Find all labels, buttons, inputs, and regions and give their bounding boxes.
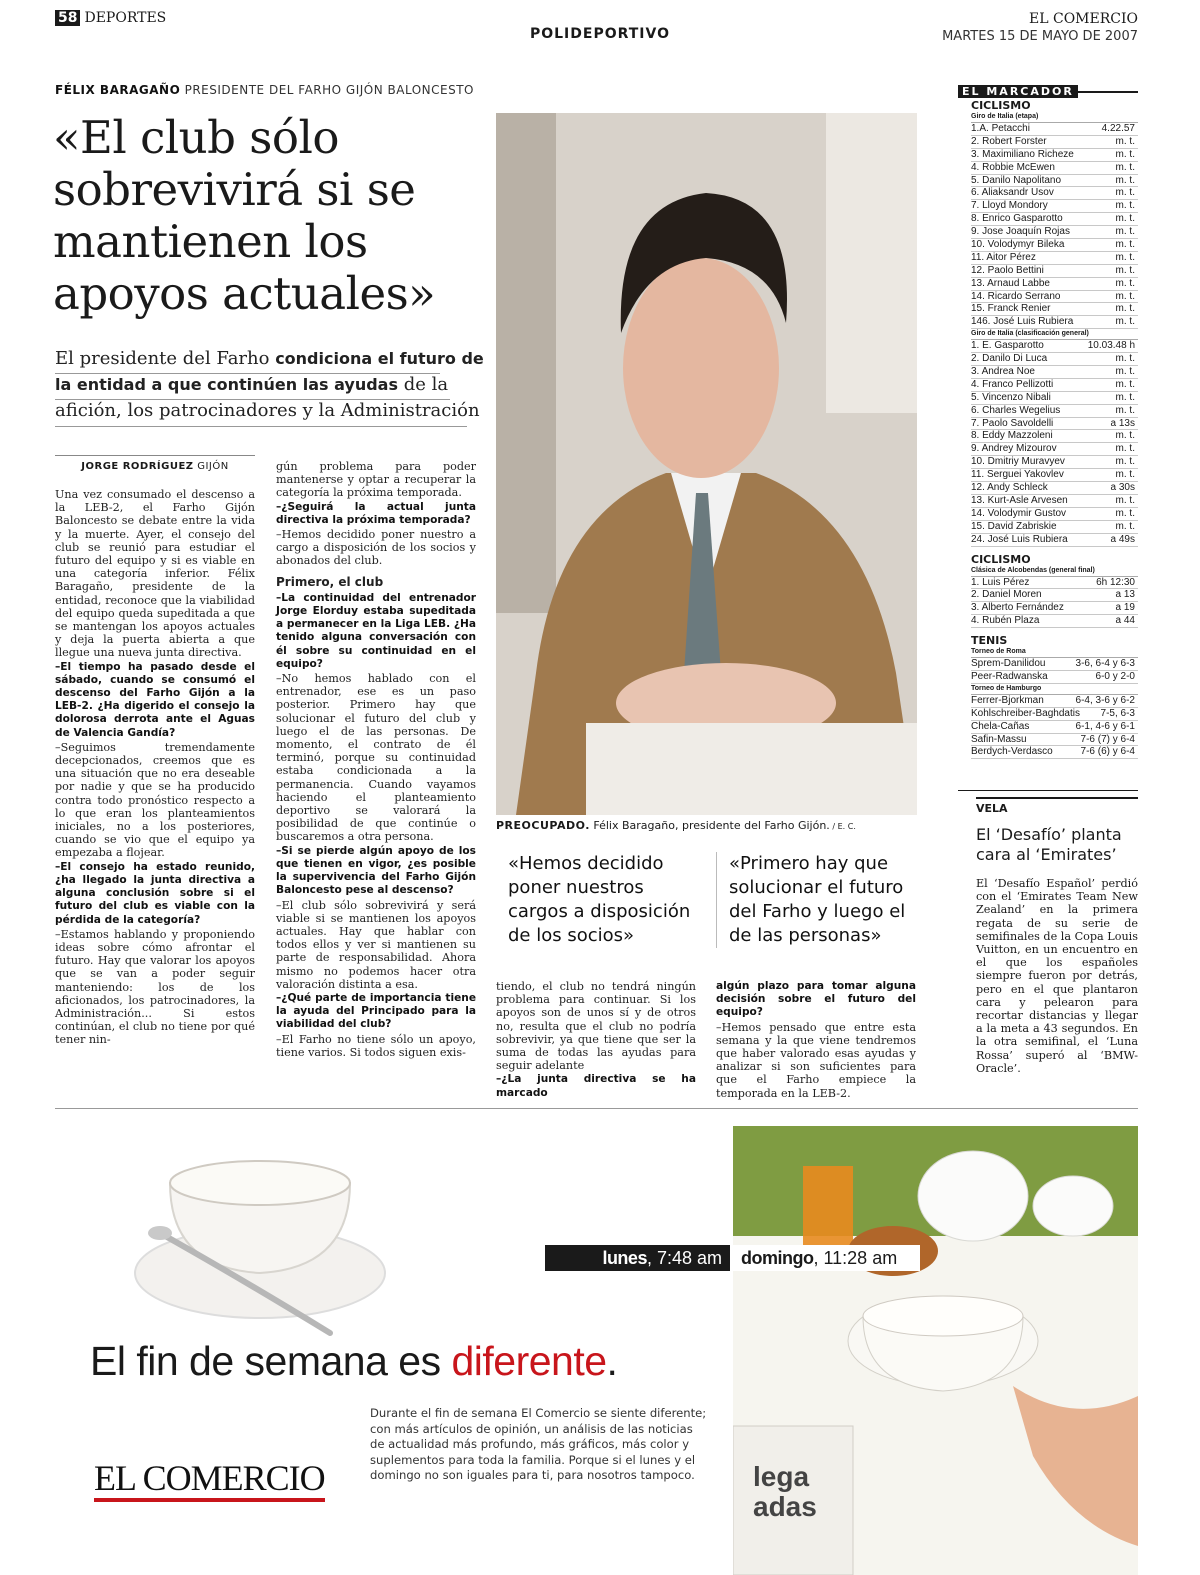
masthead-date: MARTES 15 DE MAYO DE 2007: [942, 29, 1138, 44]
scoreboard-name: 11. Aitor Pérez: [971, 251, 1036, 263]
vela-label: VELA: [976, 797, 1138, 815]
deck-divider: [55, 426, 467, 427]
scoreboard-title: EL MARCADOR: [958, 85, 1078, 98]
scoreboard-name: 8. Eddy Mazzoleni: [971, 430, 1053, 442]
scoreboard-result: m. t.: [1115, 494, 1135, 506]
scoreboard-name: 3. Andrea Noe: [971, 366, 1035, 378]
section-name: DEPORTES: [84, 10, 167, 26]
scoreboard-result: m. t.: [1115, 391, 1135, 403]
scoreboard-sport: CICLISMO: [971, 99, 1031, 112]
ad-body-text: Durante el fin de semana El Comercio se siente diferente; con más artículos de opinión, un análisis de las noticias de actualidad más profundo, más gráficos, más color y suplementos para toda la familia. Porque si el lunes y el domingo no son iguales para ti, para nosotros tampoco.: [370, 1406, 707, 1483]
scoreboard-result: m. t.: [1115, 353, 1135, 365]
scoreboard-result: m. t.: [1115, 430, 1135, 442]
pull-quote-2: «Primero hay que solucionar el futuro del Farho y luego el de las personas»: [716, 852, 926, 948]
scoreboard-row: [971, 162, 1138, 175]
scoreboard-name: 12. Paolo Bettini: [971, 264, 1044, 276]
vela-body: El ‘Desafío Español’ perdió con el ‘Emirates Team New Zealand’ en la primera regata de su serie de semifinales de la Copa Louis Vuitton, en un encuentro en el que los españoles siempre fueron por detrás, pero en el que plantaron cara y pelearon para recortar distancias y llegar a la meta a 43 segundos. En la otra semifinal, el ‘Luna Rossa’ superó al ‘BMW-Oracle’.: [976, 877, 1138, 1075]
center-section: POLIDEPORTIVO: [529, 26, 671, 42]
scoreboard-result: a 19: [1115, 602, 1135, 614]
scoreboard-row: [971, 303, 1138, 316]
scoreboard-row: [971, 252, 1138, 265]
scoreboard-competition: Torneo de Hamburgo: [971, 684, 1138, 695]
scoreboard-name: 13. Kurt-Asle Arvesen: [971, 494, 1068, 506]
scoreboard-sidebar: [958, 85, 1138, 759]
scoreboard-row: [971, 482, 1138, 495]
scoreboard-row: [971, 708, 1138, 721]
scoreboard-row: [971, 658, 1138, 671]
ad-time-monday: lunes, 7:48 am: [545, 1245, 730, 1271]
article-column-2: gún problema para poder mantenerse y optar a recuperar la categoría la próxima temporada. –¿Seguirá la actual junta directiva la próxima temporada? –Hemos decidido poner nuestro a cargo a disposición de los socios y abonados del club. Primero, el club –La continuidad del entrenador Jorge Elorduy estaba supeditada a permanecer en la Liga LEB. ¿Ha tenido alguna conversación con él sobre su continuidad en el equipo? –No hemos hablado con el entrenador, ese es un paso posterior. Primero hay que solucionar el futuro del club y luego el de las personas. De momento, el contrato de él terminó, porque su continuidad estaba condicionada a la permanencia. Cuando vayamos haciendo el planteamiento deportivo se valorará la posibilidad de que continúe o buscaremos a otra persona. –Si se pierde algún apoyo de los que tienen en vigor, ¿es posible la supervivencia del Farho Gijón Baloncesto pese al descenso? –El club sólo sobrevivirá y será viable si se mantienen los apoyos actuales. Hay que hablar con todos ellos y ver si mantienen su parte de responsabilidad. Ahora mismo no podemos hacer otra valoración distinta a esa. –¿Qué parte de importancia tiene la ayuda del Principado para la viabilidad del club? –El Farho no tiene sólo un apoyo, tiene varios. Si todos siguen exis-: [276, 460, 476, 1059]
scoreboard-name: 12. Andy Schleck: [971, 482, 1048, 494]
scoreboard-row: [971, 615, 1138, 628]
scoreboard-row: [971, 430, 1138, 443]
scoreboard-row: [971, 291, 1138, 304]
article-column-1: Una vez consumado el descenso a la LEB-2, el Farho Gijón Baloncesto se debate entre la vida y la muerte. Ayer, el consejo del club se reunió para estudiar el futuro del equipo y si es viable en una categoría inferior. Félix Baragaño, presidente de la entidad, reconoce que la viabilidad del equipo queda supeditada a que se mantengan los apoyos actuales y deja la puerta abierta a que llegue una nueva junta directiva. –El tiempo ha pasado desde el sábado, cuando se consumó el descenso del Farho Gijón a la LEB-2. ¿Ha digerido el consejo la dolorosa derrota ante el Aguas de Valencia Gandía? –Seguimos tremendamente decepcionados, creemos que es una situación que no era deseable por nadie y que se ha producido contra todo pronóstico respecto a lo que eran los planteamientos iniciales, no a los posteriores, cuando se vio que el equipo ya empezaba a flojear. –El consejo ha estado reunido, ¿ha llegado la junta directiva a alguna conclusión sobre si el futuro del club es viable con la pérdida de la categoría? –Estamos hablando y proponiendo ideas sobre cómo afrontar el futuro. Hay que valorar los apoyos que se van a poder seguir manteniendo: los de los aficionados, los patrocinadores, la Administración... Si estos continúan, el club no tiene por qué tener nin-: [55, 488, 255, 1047]
scoreboard-result: m. t.: [1115, 469, 1135, 481]
scoreboard-row: [971, 316, 1138, 329]
scoreboard-row: [971, 226, 1138, 239]
sidebar-divider: [958, 790, 1138, 791]
scoreboard-row: [971, 602, 1138, 615]
portrait-illustration: [496, 113, 917, 815]
scoreboard-name: 4. Robbie McEwen: [971, 161, 1055, 173]
scoreboard-name: 6. Aliaksandr Usov: [971, 187, 1054, 199]
scoreboard-row: [971, 734, 1138, 747]
deck-divider: [55, 373, 440, 374]
teacup-illustration: [120, 1138, 420, 1362]
vela-headline: El ‘Desafío’ planta cara al ‘Emirates’: [976, 825, 1122, 864]
scoreboard-name: 6. Charles Wegelius: [971, 404, 1061, 416]
ad-slogan: El fin de semana es diferente.: [90, 1338, 618, 1384]
scoreboard-name: 11. Serguei Yakovlev: [971, 469, 1064, 481]
scoreboard-name: 1. Luis Pérez: [971, 576, 1030, 588]
scoreboard-row: [971, 469, 1138, 482]
scoreboard-name: Peer-Radwanska: [971, 670, 1048, 682]
scoreboard-row: [971, 589, 1138, 602]
scoreboard-result: m. t.: [1115, 226, 1135, 238]
scoreboard-name: 9. Jose Joaquín Rojas: [971, 226, 1070, 238]
article-headline: «El club sólo sobrevivirá si se mantienen los apoyos actuales»: [53, 111, 436, 320]
scoreboard-name: 24. José Luis Rubiera: [971, 533, 1068, 545]
el-comercio-logo: EL COMERCIO: [94, 1458, 325, 1502]
scoreboard-name: Kohlschreiber-Baghdatis: [971, 707, 1080, 719]
scoreboard-result: m. t.: [1115, 277, 1135, 289]
scoreboard-name: Sprem-Danilidou: [971, 658, 1046, 670]
scoreboard-row: [971, 746, 1138, 759]
scoreboard-row: [971, 353, 1138, 366]
scoreboard-result: 7-5, 6-3: [1100, 707, 1135, 719]
scoreboard-row: [971, 721, 1138, 734]
scoreboard-result: m. t.: [1115, 187, 1135, 199]
scoreboard-result: 7-6 (7) y 6-4: [1080, 733, 1135, 745]
ad-time-sunday: domingo, 11:28 am: [733, 1245, 920, 1271]
scoreboard-name: 13. Arnaud Labbe: [971, 277, 1050, 289]
article-photo: [496, 113, 917, 815]
scoreboard-result: m. t.: [1115, 161, 1135, 173]
scoreboard-name: 146. José Luis Rubiera: [971, 316, 1074, 328]
scoreboard-result: a 13s: [1110, 417, 1135, 429]
article-column-4: algún plazo para tomar alguna decisión sobre el futuro del equipo? –Hemos pensado que entre esta semana y la que viene tendremos que haber valorado esas ayudas y analizar si son suficientes para que el Farho empiece la temporada en la LEB-2.: [716, 980, 916, 1100]
scoreboard-row: [971, 278, 1138, 291]
scoreboard-name: 3. Maximiliano Richeze: [971, 148, 1074, 160]
scoreboard-result: 7-6 (6) y 6-4: [1080, 746, 1135, 758]
scoreboard-row: [971, 456, 1138, 469]
scoreboard-result: m. t.: [1115, 303, 1135, 315]
scoreboard-result: m. t.: [1115, 443, 1135, 455]
scoreboard-name: 1.A. Petacchi: [971, 123, 1030, 134]
scoreboard-name: 4. Rubén Plaza: [971, 615, 1040, 627]
scoreboard-result: m. t.: [1115, 366, 1135, 378]
scoreboard-row: [971, 521, 1138, 534]
scoreboard-result: 3-6, 6-4 y 6-3: [1075, 658, 1135, 670]
page-divider: [55, 1108, 1138, 1109]
scoreboard-name: Ferrer-Bjorkman: [971, 694, 1044, 706]
article-column-3: tiendo, el club no tendrá ningún problema para continuar. Si los apoyos son de unos sí y de otros no, resulta que el club no podría sobrevivir, ya que tiene que ser la suma de todas las ayudas para seguir adelante –¿La junta directiva se ha marcado: [496, 980, 696, 1099]
scoreboard-result: m. t.: [1115, 520, 1135, 532]
scoreboard-competition: Giro de Italia (etapa): [971, 112, 1138, 123]
scoreboard-row: [971, 379, 1138, 392]
scoreboard-result: m. t.: [1115, 200, 1135, 212]
scoreboard-row: [971, 200, 1138, 213]
scoreboard-competition: Torneo de Roma: [971, 647, 1138, 658]
scoreboard-row: [971, 149, 1138, 162]
scoreboard-row: [971, 405, 1138, 418]
scoreboard-name: Safin-Massu: [971, 733, 1027, 745]
scoreboard-row: [971, 136, 1138, 149]
scoreboard-name: 15. David Zabriskie: [971, 520, 1057, 532]
scoreboard-row: [971, 175, 1138, 188]
masthead-title: EL COMERCIO: [1029, 11, 1138, 27]
scoreboard-name: 7. Paolo Savoldelli: [971, 417, 1054, 429]
scoreboard-row: [971, 508, 1138, 521]
scoreboard-result: a 44: [1115, 615, 1135, 627]
scoreboard-name: 14. Ricardo Serrano: [971, 290, 1061, 302]
scoreboard-result: m. t.: [1115, 507, 1135, 519]
scoreboard-result: m. t.: [1115, 251, 1135, 263]
deck-divider: [55, 399, 450, 400]
scoreboard-name: 5. Danilo Napolitano: [971, 174, 1062, 186]
scoreboard-result: a 30s: [1110, 482, 1135, 494]
photo-caption: PREOCUPADO. Félix Baragaño, presidente del Farho Gijón. / E. C.: [496, 819, 856, 832]
scoreboard-name: 2. Danilo Di Luca: [971, 353, 1048, 365]
scoreboard-row: [971, 392, 1138, 405]
scoreboard-result: m. t.: [1115, 239, 1135, 251]
scoreboard-name: 4. Franco Pellizotti: [971, 378, 1054, 390]
scoreboard-name: 15. Franck Renier: [971, 303, 1051, 315]
scoreboard-competition: Clásica de Alcobendas (general final): [971, 566, 1138, 577]
scoreboard-row: [971, 239, 1138, 252]
scoreboard-competition: Giro de Italia (clasificación general): [971, 329, 1138, 340]
scoreboard-row: [971, 577, 1138, 590]
scoreboard-name: 5. Vincenzo Nibali: [971, 391, 1051, 403]
scoreboard-name: 2. Robert Forster: [971, 135, 1047, 147]
scoreboard-name: 3. Alberto Fernández: [971, 602, 1064, 614]
scoreboard-row: [971, 340, 1138, 353]
scoreboard-sport: CICLISMO: [971, 552, 1031, 566]
byline: JORGE RODRÍGUEZ GIJÓN: [55, 455, 255, 472]
scoreboard-name: 9. Andrey Mizourov: [971, 443, 1057, 455]
scoreboard-result: a 13: [1115, 589, 1135, 601]
scoreboard-name: 7. Lloyd Mondory: [971, 200, 1048, 212]
scoreboard-result: m. t.: [1115, 148, 1135, 160]
scoreboard-rule: [1078, 91, 1138, 93]
scoreboard-row: [971, 366, 1138, 379]
scoreboard-result: 6-1, 4-6 y 6-1: [1075, 720, 1135, 732]
scoreboard-row: [971, 495, 1138, 508]
scoreboard-row: [971, 695, 1138, 708]
kicker-role: PRESIDENTE DEL FARHO GIJÓN BALONCESTO: [184, 83, 474, 97]
article-deck: El presidente del Farho condiciona el futuro de la entidad a que continúen las ayudas de la afición, los patrocinadores y la Administración: [55, 348, 484, 421]
scoreboard-name: Chela-Cañas: [971, 720, 1030, 732]
scoreboard-result: m. t.: [1115, 213, 1135, 225]
scoreboard-result: m. t.: [1115, 290, 1135, 302]
scoreboard-result: m. t.: [1115, 316, 1135, 328]
scoreboard-result: 6-0 y 2-0: [1095, 670, 1135, 682]
scoreboard-name: 14. Volodymir Gustov: [971, 507, 1067, 519]
svg-text:lega: lega: [753, 1461, 810, 1492]
scoreboard-row: [971, 418, 1138, 431]
breakfast-photo: [733, 1126, 1138, 1575]
svg-text:adas: adas: [753, 1491, 817, 1522]
scoreboard-row: [971, 671, 1138, 684]
scoreboard-body: [958, 99, 1138, 759]
scoreboard-row: [971, 123, 1138, 136]
scoreboard-name: 10. Dmitriy Muravyev: [971, 456, 1065, 468]
scoreboard-name: 8. Enrico Gasparotto: [971, 213, 1063, 225]
scoreboard-result: 6-4, 3-6 y 6-2: [1075, 694, 1135, 706]
scoreboard-result: a 49s: [1110, 533, 1135, 545]
scoreboard-row: [971, 187, 1138, 200]
scoreboard-row: [971, 265, 1138, 278]
scoreboard-result: m. t.: [1115, 378, 1135, 390]
scoreboard-name: 2. Daniel Moren: [971, 589, 1042, 601]
scoreboard-result: 10.03.48 h: [1087, 340, 1135, 352]
scoreboard-result: m. t.: [1115, 456, 1135, 468]
scoreboard-result: m. t.: [1115, 404, 1135, 416]
scoreboard-name: Berdych-Verdasco: [971, 746, 1053, 758]
pull-quote-1: «Hemos decidido poner nuestros cargos a disposición de los socios»: [508, 853, 691, 946]
scoreboard-row: [971, 443, 1138, 456]
scoreboard-row: [971, 213, 1138, 226]
subheading: Primero, el club: [276, 574, 384, 589]
vela-brief: [976, 797, 1138, 1075]
advertisement: [0, 1118, 1200, 1575]
scoreboard-name: 10. Volodymyr Bileka: [971, 239, 1065, 251]
scoreboard-result: m. t.: [1115, 264, 1135, 276]
page-number: 58 DEPORTES: [55, 10, 166, 26]
scoreboard-row: [971, 534, 1138, 547]
article-kicker: [55, 83, 474, 97]
kicker-name: FÉLIX BARAGAÑO: [55, 83, 181, 97]
scoreboard-sport: TENIS: [971, 634, 1008, 648]
scoreboard-name: 1. E. Gasparotto: [971, 340, 1044, 352]
scoreboard-result: m. t.: [1115, 174, 1135, 186]
scoreboard-result: 6h 12:30: [1096, 576, 1135, 588]
scoreboard-result: m. t.: [1115, 135, 1135, 147]
scoreboard-result: 4.22.57: [1101, 123, 1135, 134]
masthead: [942, 10, 1138, 46]
